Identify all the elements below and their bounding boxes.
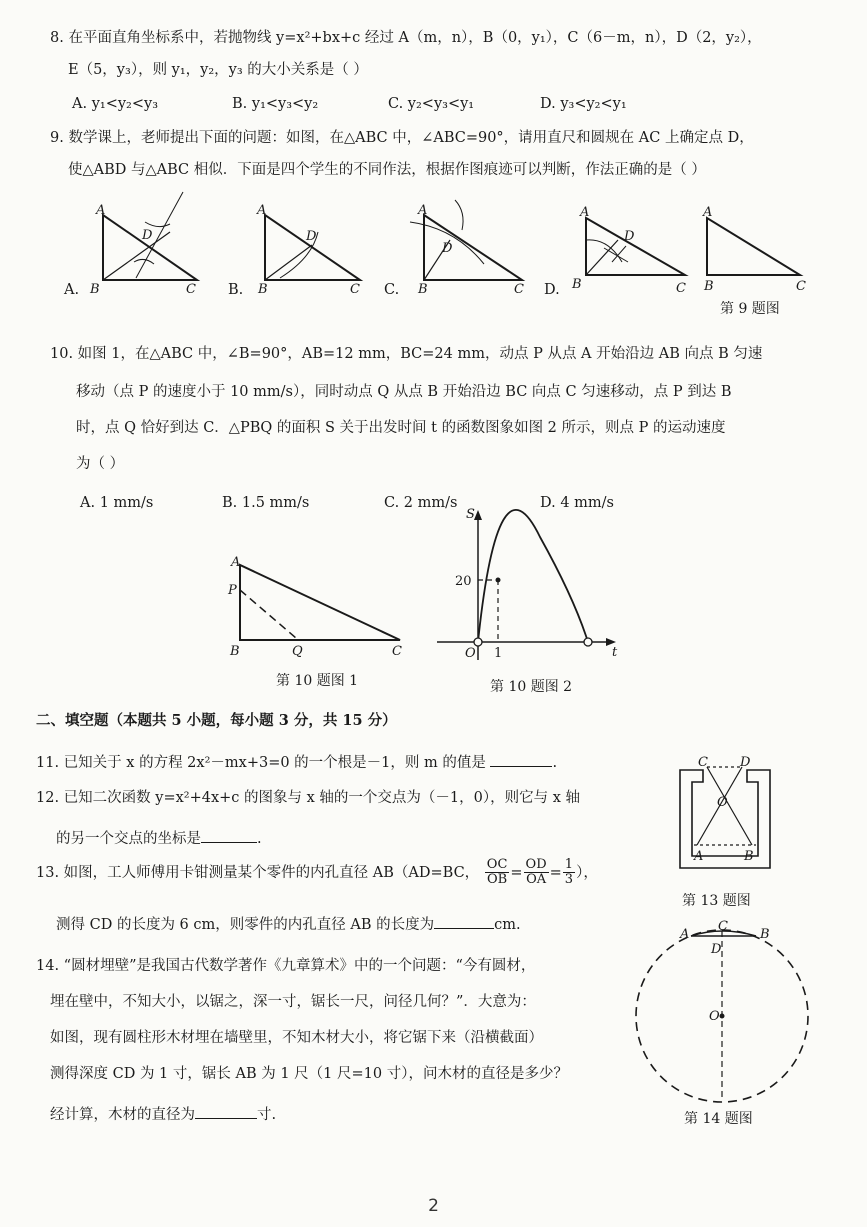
- q10f1-label-c: C: [392, 644, 402, 659]
- q14-label-d: D: [711, 942, 722, 957]
- q9d-label-c: C: [676, 281, 686, 296]
- q13-label-a: A: [694, 849, 704, 864]
- section-fill-in-title: 二、填空题（本题共 5 小题，每小题 3 分，共 15 分）: [36, 712, 397, 729]
- q10f1-label-a: A: [231, 555, 241, 570]
- q9b-label-b: B: [258, 282, 268, 297]
- q10-line1: 10. 如图 1，在△ABC 中，∠B=90°，AB=12 mm，BC=24 mm，动点 P 从点 A 开始沿边 AB 向点 B 匀速: [50, 346, 763, 362]
- q13-label-c: C: [698, 755, 708, 770]
- q14-label-b: B: [760, 927, 770, 942]
- page-number: 2: [428, 1196, 439, 1216]
- q10-line3: 时，点 Q 恰好到达 C．△PBQ 的面积 S 关于出发时间 t 的函数图象如图 2 所示，则点 P 的运动速度: [76, 420, 726, 436]
- q9c-label-b: B: [418, 282, 428, 297]
- q9b-label-a: A: [257, 203, 267, 218]
- q9a-label-c: C: [186, 282, 196, 297]
- q10-option-a: A. 1 mm/s: [80, 495, 154, 511]
- q10-line2: 移动（点 P 的速度小于 10 mm/s），同时动点 Q 从点 B 开始沿边 BC 向点 C 匀速移动，点 P 到达 B: [76, 384, 732, 400]
- q14-line3: 如图，现有圆柱形木材埋在墙壁里，不知木材大小，将它锯下来（沿横截面）: [50, 1030, 543, 1046]
- q9b-label-c: C: [350, 282, 360, 297]
- q12-end: .: [257, 831, 262, 847]
- q14-line1: 14. “圆材埋壁”是我国古代数学著作《九章算术》中的一个问题：“今有圆材，: [36, 958, 536, 974]
- q13-unit: cm.: [494, 917, 521, 933]
- q9-option-c: C.: [384, 282, 400, 298]
- q11-stem: 11. 已知关于 x 的方程 2x²－mx+3=0 的一个根是－1，则 m 的值是: [36, 755, 486, 771]
- q9ref-label-b: B: [704, 279, 714, 294]
- q9a-label-b: B: [90, 282, 100, 297]
- q9c-label-c: C: [514, 282, 524, 297]
- q10f1-label-b: B: [230, 644, 240, 659]
- q8-option-c: C. y₂<y₃<y₁: [388, 96, 475, 112]
- q12-line1: 12. 已知二次函数 y=x²+4x+c 的图象与 x 轴的一个交点为（－1，0），则它与 x 轴: [36, 790, 581, 806]
- q10f1-label-p: P: [228, 583, 237, 598]
- q9ref-label-a: A: [703, 205, 713, 220]
- q14-stem: 经计算，木材的直径为: [50, 1107, 195, 1123]
- q10-option-c: C. 2 mm/s: [384, 495, 458, 511]
- q8-line1: 8. 在平面直角坐标系中，若抛物线 y=x²+bx+c 经过 A（m，n），B（0，y₁），C（6－m，n），D（2，y₂），: [50, 30, 762, 46]
- q13-label-o: O: [717, 795, 728, 810]
- q10-caption-1: 第 10 题图 1: [276, 673, 359, 689]
- q13-stem2: 测得 CD 的长度为 6 cm，则零件的内孔直径 AB 的长度为: [56, 917, 435, 933]
- q9c-label-d: D: [442, 241, 453, 256]
- q13-label-b: B: [744, 849, 754, 864]
- q14-label-c: C: [718, 919, 728, 934]
- q14-line2: 埋在壁中，不知大小，以锯之，深一寸，锯长一尺，问径几何？”．大意为：: [50, 994, 536, 1010]
- q8-option-a: A. y₁<y₂<y₃: [72, 96, 159, 112]
- q14-label-a: A: [680, 927, 690, 942]
- q13-caption: 第 13 题图: [682, 893, 751, 909]
- q14-caption: 第 14 题图: [684, 1111, 753, 1127]
- q9-line2: 使△ABD 与△ABC 相似．下面是四个学生的不同作法，根据作图痕迹可以判断，作法正确的是（ ）: [68, 162, 706, 178]
- q9ref-label-c: C: [796, 279, 806, 294]
- q14-unit: 寸.: [257, 1107, 277, 1123]
- q11-end: .: [552, 755, 558, 771]
- q10-line4: 为（ ）: [76, 456, 125, 472]
- q10-caption-2: 第 10 题图 2: [490, 679, 573, 695]
- q13-label-d: D: [740, 755, 751, 770]
- q9a-label-a: A: [96, 203, 106, 218]
- q9-option-d: D.: [544, 282, 560, 298]
- q13-stem: 13. 如图，工人师傅用卡钳测量某个零件的内孔直径 AB（AD=BC，: [36, 864, 480, 881]
- q13-line1-end: ），: [576, 864, 598, 881]
- q13-line1: 13. 如图，工人师傅用卡钳测量某个零件的内孔直径 AB（AD=BC， $\frac{OC}{OB}$ = $\frac{OD}{OA}$ = $\frac{1}{3}$ ），: [36, 857, 598, 888]
- q12-stem: 的另一个交点的坐标是: [56, 831, 201, 847]
- q9-option-a: A.: [64, 282, 80, 298]
- q10-option-d: D. 4 mm/s: [540, 495, 614, 511]
- q10f2-label-s: S: [466, 507, 475, 522]
- q10f2-label-o: O: [465, 646, 476, 661]
- q9-option-b: B.: [228, 282, 244, 298]
- q8-option-b: B. y₁<y₃<y₂: [232, 96, 319, 112]
- q9d-label-d: D: [624, 229, 635, 244]
- q9a-label-d: D: [142, 228, 153, 243]
- q10f2-label-t: t: [612, 645, 618, 660]
- q9d-label-b: B: [572, 277, 582, 292]
- q13-fraction-one-third: $\frac{1}{3}$: [564, 857, 574, 888]
- q8-line2: E（5，y₃），则 y₁，y₂，y₃ 的大小关系是（ ）: [68, 62, 368, 78]
- q8-option-d: D. y₃<y₂<y₁: [540, 96, 627, 112]
- q9d-label-a: A: [580, 205, 590, 220]
- q10f2-label-20: 20: [455, 574, 472, 589]
- q14-label-o: O: [709, 1009, 720, 1024]
- q9c-label-a: A: [418, 203, 428, 218]
- q13-fraction-od-oa: $\frac{OD}{OA}$: [525, 857, 547, 888]
- q14-line4: 测得深度 CD 为 1 寸，锯长 AB 为 1 尺（1 尺=10 寸），问木材的直径是多少？: [50, 1066, 568, 1082]
- q10f2-label-1: 1: [494, 646, 503, 661]
- q10-option-b: B. 1.5 mm/s: [222, 495, 310, 511]
- q13-fraction-oc-ob: $\frac{OC}{OB}$: [486, 857, 508, 888]
- q9-line1: 9. 数学课上，老师提出下面的问题：如图，在△ABC 中，∠ABC=90°，请用直尺和圆规在 AC 上确定点 D，: [50, 130, 754, 146]
- q10f1-label-q: Q: [292, 644, 303, 659]
- q9-caption: 第 9 题图: [720, 301, 780, 317]
- q9b-label-d: D: [306, 229, 317, 244]
